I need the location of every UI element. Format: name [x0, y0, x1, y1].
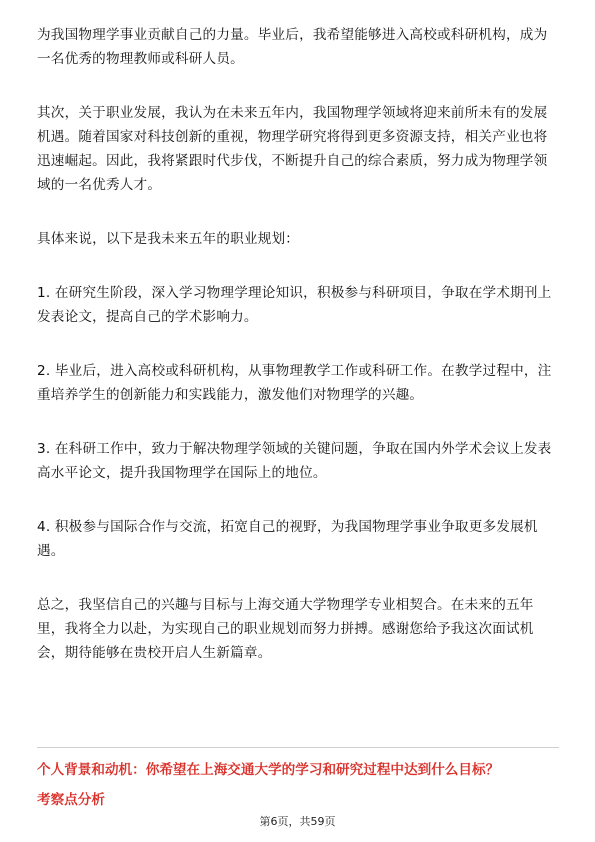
paragraph-plan-item-2: 2. 毕业后，进入高校或科研机构，从事物理教学工作或科研工作。在教学过程中，注重培养学生的创新能力和实践能力，激发他们对物理学的兴趣。 [37, 363, 552, 403]
paragraph-intro-continuation: 为我国物理学事业贡献自己的力量。毕业后，我希望能够进入高校或科研机构，成为一名优秀的物理教师或科研人员。 [37, 27, 548, 67]
page-number-footer: 第6页，共59页 [259, 815, 336, 828]
paragraph-plan-item-1: 1. 在研究生阶段，深入学习物理学理论知识，积极参与科研项目，争取在学术期刊上发表论文，提高自己的学术影响力。 [37, 285, 552, 325]
question-heading: 个人背景和动机：你希望在上海交通大学的学习和研究过程中达到什么目标？ [37, 762, 500, 778]
section-divider [37, 747, 559, 748]
body-text [37, 23, 559, 695]
paragraph-plan-item-4: 4. 积极参与国际合作与交流，拓宽自己的视野，为我国物理学事业争取更多发展机遇。 [37, 519, 538, 559]
paragraph-plan-intro: 具体来说，以下是我未来五年的职业规划： [37, 231, 300, 247]
paragraph-plan-item-3: 3. 在科研工作中，致力于解决物理学领域的关键问题，争取在国内外学术会议上发表高水平论文，提升我国物理学在国际上的地位。 [37, 441, 552, 481]
paragraph-career-development: 其次，关于职业发展，我认为在未来五年内，我国物理学领域将迎来前所未有的发展机遇。随着国家对科技创新的重视，物理学研究将得到更多资源支持，相关产业也将迅速崛起。因此，我将紧跟时代步伐，不断提升自己的综合素质，努力成为物理学领域的一名优秀人才。 [37, 105, 548, 193]
analysis-heading: 考察点分析 [37, 792, 105, 808]
paragraph-conclusion: 总之，我坚信自己的兴趣与目标与上海交通大学物理学专业相契合。在未来的五年里，我将全力以赴，为实现自己的职业规划而努力拼搏。感谢您给予我这次面试机会，期待能够在贵校开启人生新篇章。 [37, 597, 534, 661]
